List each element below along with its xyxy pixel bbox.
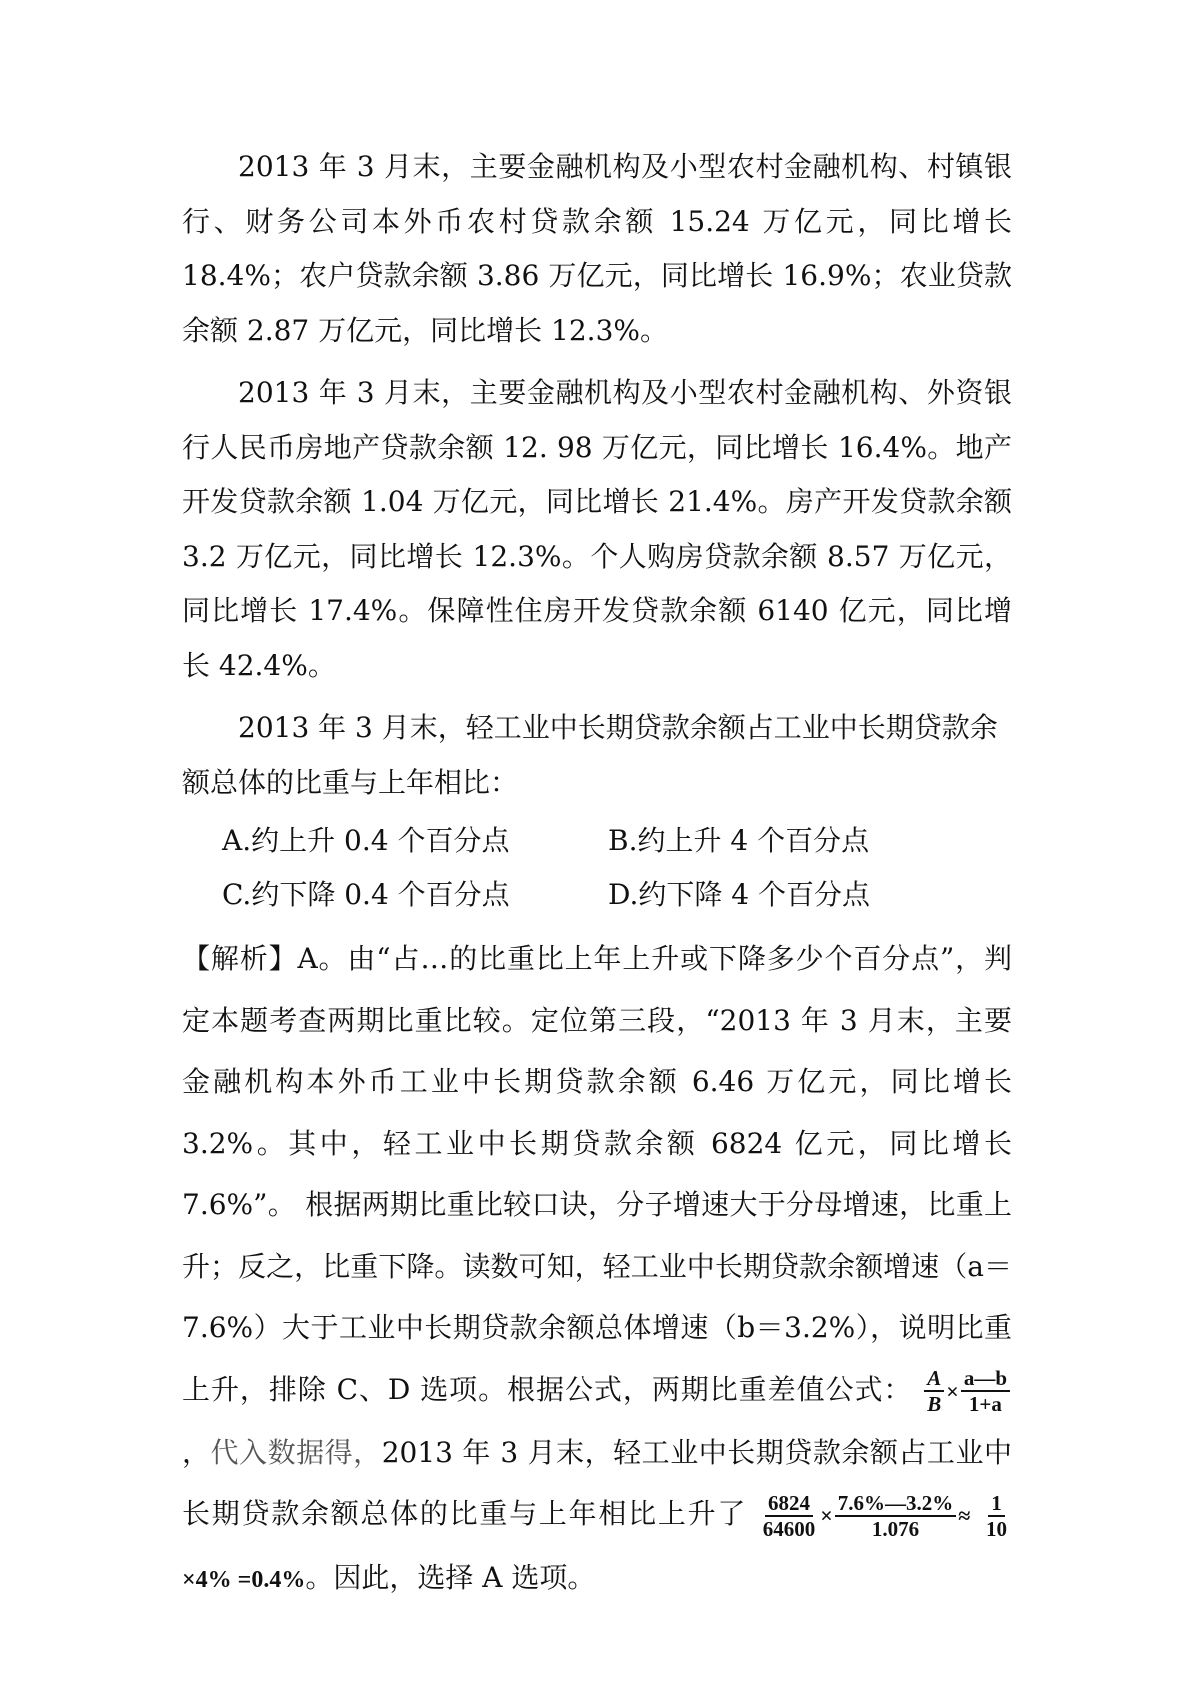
option-a: A.约上升 0.4 个百分点 — [222, 824, 510, 857]
analysis-part5: 。因此，选择 A 选项。 — [305, 1560, 596, 1594]
calc-fraction-share — [760, 1491, 819, 1541]
options-list — [182, 812, 1012, 920]
calc-fraction-growth — [835, 1491, 957, 1541]
calc-num-6824: 6824 — [765, 1491, 813, 1517]
analysis-part1: 【解析】A。由“占…的比重比上年上升或下降多少个百分点”，判定本题考查两期比重比较。定位第三段，“2013 年 3 月末，主要金融机构本外币工业中长期贷款余额 6.46 万亿元，同比增长 3.2%。其中，轻工业中长期贷款余额 6824 亿元，同比增长 7.6%”。 根据两期比重比较口诀，分子增速大于分母增速，比重上升；反之，比重下降。读数可知，轻工业中长期贷款余额增速（a＝7.6%）大于工业中长期贷款余额总体增速（b＝3.2%），说明比重上升，排除 C、D 选项。根据公式，两期比重差值公式： — [182, 942, 1012, 1406]
calc-fraction-tenth — [983, 1491, 1010, 1541]
approx-sign: ≈ — [958, 1503, 971, 1528]
calc-den-10: 10 — [986, 1516, 1008, 1541]
question-text: 2013 年 3 月末，轻工业中长期贷款余额占工业中长期贷款余额总体的比重与上年相比： — [182, 711, 998, 799]
formula-num-a-minus-b: a—b — [961, 1366, 1010, 1392]
paragraph-real-estate-loans: 2013 年 3 月末，主要金融机构及小型农村金融机构、外资银行人民币房地产贷款余额 12. 98 万亿元，同比增长 16.4%。地产开发贷款余额 1.04 万亿元，同比增长 21.4%。房产开发贷款余额 3.2 万亿元，同比增长 12.3%。个人购房贷款余额 8.57 万亿元，同比增长 17.4%。保障性住房开发贷款余额 6140 亿元，同比增长 42.4%。 — [182, 376, 1012, 682]
analysis-text — [182, 928, 1012, 1611]
calc-num-growth-diff: 7.6%—3.2% — [835, 1491, 957, 1517]
calc-den-64600: 64600 — [762, 1516, 816, 1541]
formula-den-b: B — [927, 1392, 942, 1416]
option-c: C.约下降 0.4 个百分点 — [222, 878, 510, 911]
analysis-part3: 代入数据得， — [210, 1435, 382, 1469]
options-row-2 — [182, 866, 1012, 920]
analysis-section — [182, 928, 1012, 1611]
calc-den-1076: 1.076 — [871, 1516, 920, 1541]
calc-times-sign: × — [820, 1503, 833, 1528]
formula-num-a: A — [924, 1366, 944, 1392]
calc-result: ×4% =0.4% — [182, 1566, 306, 1593]
paragraph-rural-loans: 2013 年 3 月末，主要金融机构及小型农村金融机构、村镇银行、财务公司本外币农村贷款余额 15.24 万亿元，同比增长 18.4%；农户贷款余额 3.86 万亿元，同比增长 16.9%；农业贷款余额 2.87 万亿元，同比增长 12.3%。 — [182, 150, 1012, 347]
option-d: D.约下降 4 个百分点 — [608, 878, 870, 911]
option-b: B.约上升 4 个百分点 — [608, 824, 870, 857]
analysis-part4: 2013 年 3 月末，轻工业中长期贷款余额占工业中长期贷款余额总体的比重与上年相比上升了 — [182, 1435, 1012, 1531]
times-sign: × — [946, 1378, 959, 1404]
formula-ratio-ab — [924, 1366, 944, 1416]
document-content — [182, 140, 1012, 1611]
formula-growth-ratio — [961, 1366, 1010, 1416]
options-row-1 — [182, 812, 1012, 866]
calc-num-1: 1 — [988, 1491, 1005, 1517]
formula-den-1-plus-a: 1+a — [968, 1392, 1002, 1416]
analysis-part2: ， — [182, 1435, 211, 1469]
